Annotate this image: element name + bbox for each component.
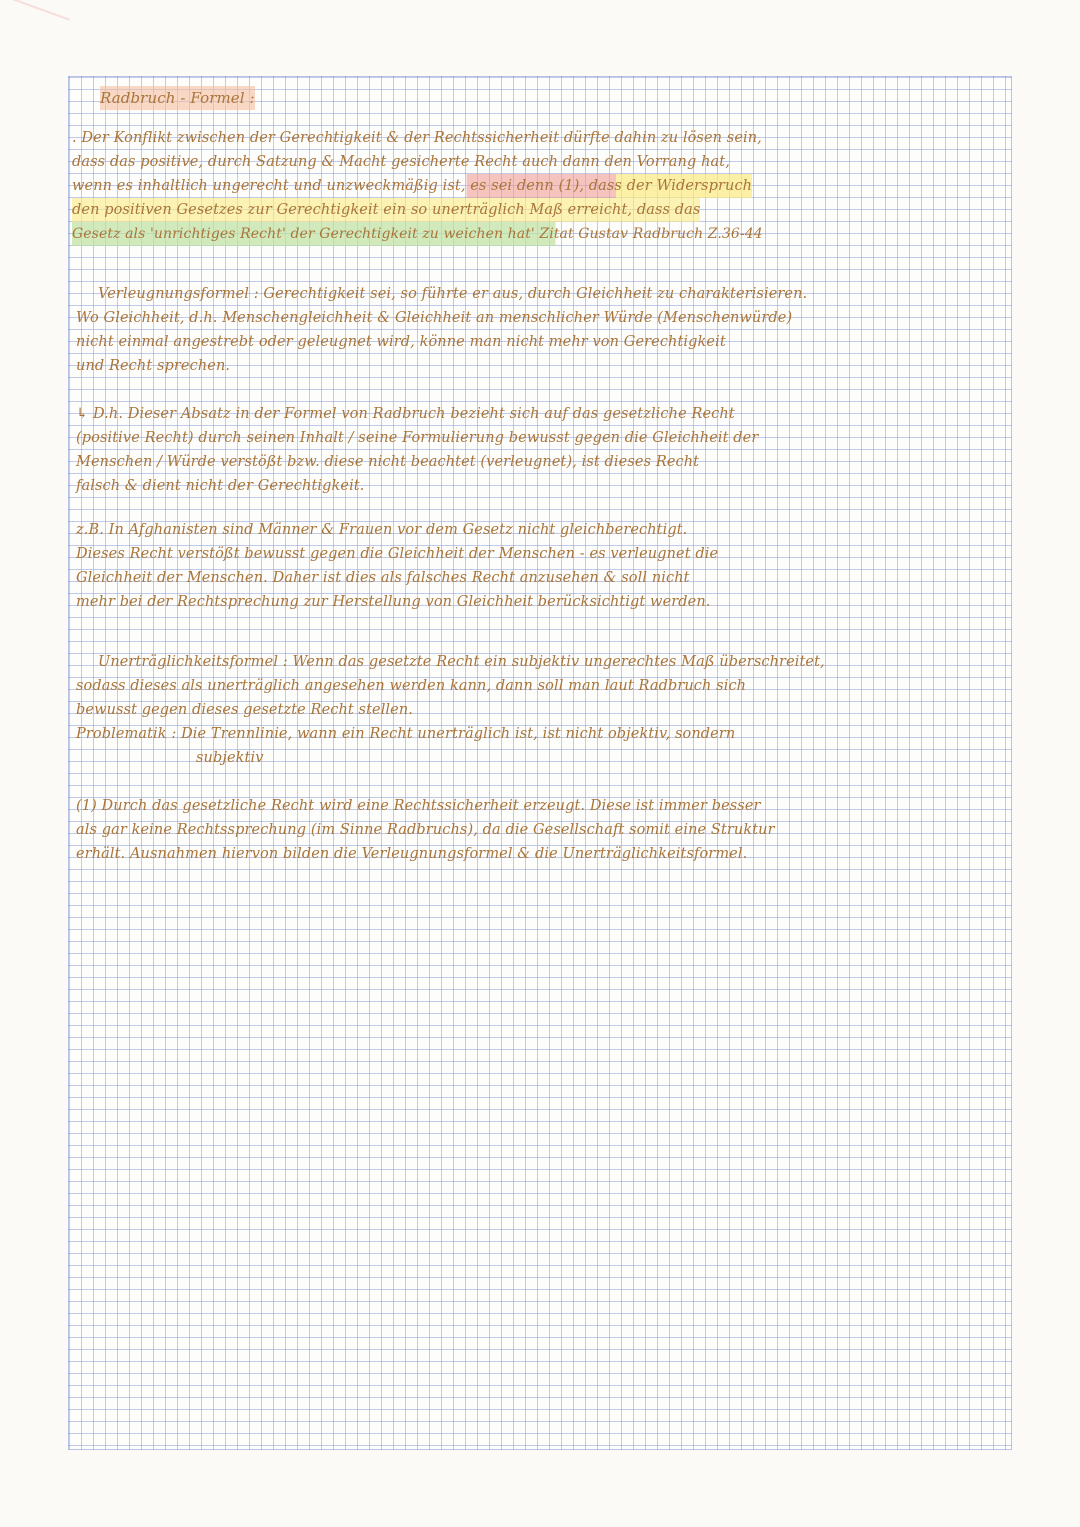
example-block <box>76 518 1016 614</box>
verleugnung-line-4: und Recht sprechen. <box>76 358 231 374</box>
quote-line-2: dass das positive, durch Satzung & Macht gesicherte Recht auch dann den Vorrang hat, <box>72 154 730 170</box>
verleugnung-line-3: nicht einmal angestrebt oder geleugnet wird, könne man nicht mehr von Gerechtigkeit <box>76 334 726 350</box>
explanation-block <box>76 402 1016 498</box>
corner-mark <box>6 0 70 40</box>
example-line-4: mehr bei der Rechtsprechung zur Herstellung von Gleichheit berücksichtigt werden. <box>76 594 711 610</box>
example-line-1: z.B. In Afghanisten sind Männer & Frauen vor dem Gesetz nicht gleichberechtigt. <box>76 522 688 538</box>
unertraeglich-block <box>76 650 1016 770</box>
quote-block <box>72 126 1012 246</box>
footnote-line-1: (1) Durch das gesetzliche Recht wird eine Rechtssicherheit erzeugt. Diese ist immer besser <box>76 798 761 814</box>
explanation-line-2: (positive Recht) durch seinen Inhalt / seine Formulierung bewusst gegen die Gleichheit der <box>76 430 759 446</box>
quote-line-4: den positiven Gesetzes zur Gerechtigkeit ein so unerträglich Maß erreicht, dass das <box>72 198 700 222</box>
quote-line-3: wenn es inhaltlich ungerecht und unzweckmäßig ist, es sei denn (1), dass der Widerspruch <box>72 174 752 198</box>
footnote-line-2: als gar keine Rechtssprechung (im Sinne Radbruchs), da die Gesellschaft somit eine Struktur <box>76 822 775 838</box>
unertraeglich-line-4: Problematik : Die Trennlinie, wann ein Recht unerträglich ist, ist nicht objektiv, sondern <box>76 726 736 742</box>
explanation-line-1: ↳ D.h. Dieser Absatz in der Formel von Radbruch bezieht sich auf das gesetzliche Recht <box>76 406 735 422</box>
verleugnung-line-2: Wo Gleichheit, d.h. Menschengleichheit & Gleichheit an menschlicher Würde (Menschenwürde) <box>76 310 793 326</box>
example-line-3: Gleichheit der Menschen. Daher ist dies als falsches Recht anzusehen & soll nicht <box>76 570 690 586</box>
unertraeglich-line-1: Unerträglichkeitsformel : Wenn das gesetzte Recht ein subjektiv ungerechtes Maß überschreitet, <box>98 654 825 670</box>
unertraeglich-line-2: sodass dieses als unerträglich angesehen werden kann, dann soll man laut Radbruch sich <box>76 678 747 694</box>
quote-line-1: . Der Konflikt zwischen der Gerechtigkeit & der Rechtssicherheit dürfte dahin zu lösen sein, <box>72 130 762 146</box>
page-title: Radbruch - Formel : <box>100 86 255 110</box>
footnote-block <box>76 794 1016 866</box>
explanation-line-3: Menschen / Würde verstößt bzw. diese nicht beachtet (verleugnet), ist dieses Recht <box>76 454 700 470</box>
verleugnung-block <box>76 282 1016 378</box>
unertraeglich-line-5: subjektiv <box>196 750 264 766</box>
heading-block <box>100 86 1040 110</box>
quote-line-5: Gesetz als 'unrichtiges Recht' der Gerechtigkeit zu weichen hat' Zitat Gustav Radbruch Z.36-44 <box>72 222 763 246</box>
footnote-line-3: erhält. Ausnahmen hiervon bilden die Verleugnungsformel & die Unerträglichkeitsformel. <box>76 846 748 862</box>
unertraeglich-line-3: bewusst gegen dieses gesetzte Recht stellen. <box>76 702 413 718</box>
example-line-2: Dieses Recht verstößt bewusst gegen die Gleichheit der Menschen - es verleugnet die <box>76 546 719 562</box>
explanation-line-4: falsch & dient nicht der Gerechtigkeit. <box>76 478 365 494</box>
verleugnung-line-1: Verleugnungsformel : Gerechtigkeit sei, so führte er aus, durch Gleichheit zu charakterisieren. <box>98 286 808 302</box>
